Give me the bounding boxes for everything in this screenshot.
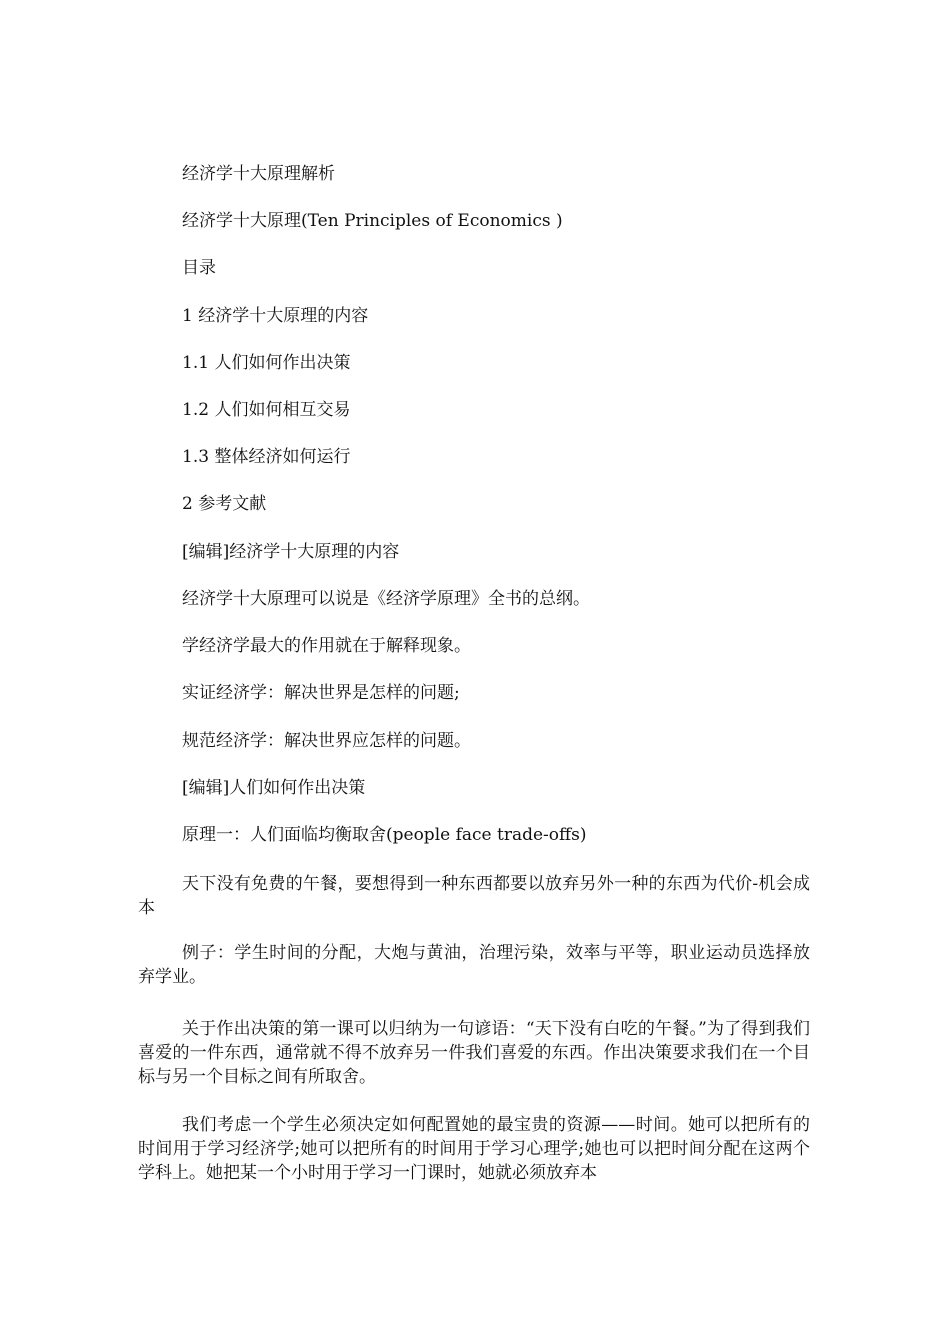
body-paragraph: 天下没有免费的午餐，要想得到一种东西都要以放弃另外一种的东西为代价-机会成本 (138, 874, 810, 918)
body-line: 学经济学最大的作用就在于解释现象。 (182, 636, 471, 656)
toc-item: 1.1 人们如何作出决策 (182, 353, 351, 373)
body-paragraph: 我们考虑一个学生必须决定如何配置她的最宝贵的资源——时间。她可以把所有的时间用于学习经济学;她可以把所有的时间用于学习心理学;她也可以把时间分配在这两个学科上。她把某一个小时用于学习一门课时，她就必须放弃本 (138, 1115, 810, 1183)
toc-item: 1 经济学十大原理的内容 (182, 306, 369, 326)
toc-label: 目录 (182, 258, 216, 278)
body-line: 规范经济学：解决世界应怎样的问题。 (182, 731, 471, 751)
body-line: 经济学十大原理可以说是《经济学原理》全书的总纲。 (182, 589, 590, 609)
body-paragraph: 例子：学生时间的分配，大炮与黄油，治理污染，效率与平等，职业运动员选择放弃学业。 (138, 943, 810, 987)
body-paragraph: 关于作出决策的第一课可以归纳为一句谚语：“天下没有白吃的午餐。”为了得到我们喜爱的一件东西，通常就不得不放弃另一件我们喜爱的东西。作出决策要求我们在一个目标与另一个目标之间有所取舍。 (138, 1019, 810, 1087)
toc-item: 1.2 人们如何相互交易 (182, 400, 351, 420)
toc-item: 1.3 整体经济如何运行 (182, 447, 351, 467)
section-heading: [编辑]经济学十大原理的内容 (182, 542, 400, 562)
section-heading: [编辑]人们如何作出决策 (182, 778, 366, 798)
toc-item: 2 参考文献 (182, 494, 267, 514)
body-line: 实证经济学：解决世界是怎样的问题; (182, 683, 460, 703)
document-subtitle: 经济学十大原理(Ten Principles of Economics ) (182, 211, 563, 231)
document-title: 经济学十大原理解析 (182, 164, 335, 184)
principle-title: 原理一：人们面临均衡取舍(people face trade-offs) (182, 825, 587, 845)
